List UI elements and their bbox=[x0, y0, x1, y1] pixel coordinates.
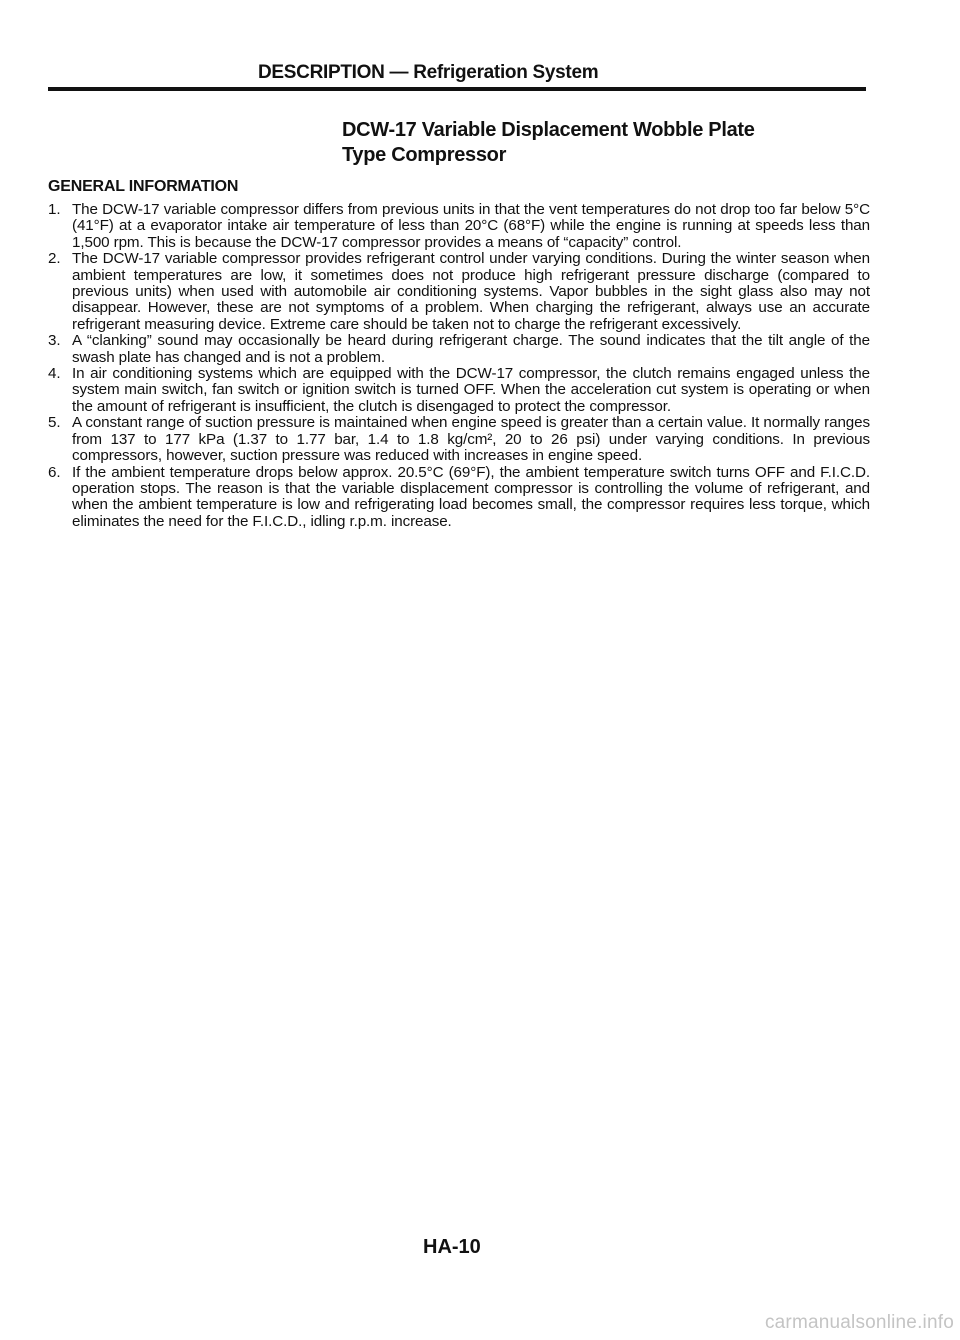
list-item-number: 4. bbox=[48, 365, 61, 383]
general-information-list bbox=[48, 202, 870, 530]
list-item bbox=[48, 366, 870, 415]
section-header-title: DESCRIPTION — Refrigeration System bbox=[258, 62, 599, 83]
list-item-text: The DCW-17 variable compressor differs from previous units in that the vent temperatures do not drop too far below 5°C (41°F) at a evaporator intake air temperature of less than 20°C (68°F) while the engine is running at speeds less than 1,500 rpm. This is because the DCW-17 compressor provides a means of “capacity” control. bbox=[72, 201, 870, 251]
list-item bbox=[48, 465, 870, 531]
page-title-line-1: DCW-17 Variable Displacement Wobble Plate bbox=[342, 119, 755, 141]
list-item-text: A “clanking” sound may occasionally be heard during refrigerant charge. The sound indicates that the tilt angle of the swash plate has changed and is not a problem. bbox=[72, 332, 870, 366]
watermark-text: carmanualsonline.info bbox=[764, 1312, 954, 1333]
list-item-text: In air conditioning systems which are equipped with the DCW-17 compressor, the clutch remains engaged unless the system main switch, fan switch or ignition switch is turned OFF. When the acceleration cut system is operating or when the amount of refrigerant is insufficient, the clutch is disengaged to protect the compressor. bbox=[72, 365, 870, 415]
header-rule bbox=[48, 87, 866, 91]
list-item-number: 5. bbox=[48, 414, 61, 432]
list-item-number: 3. bbox=[48, 332, 61, 350]
list-item-text: If the ambient temperature drops below approx. 20.5°C (69°F), the ambient temperature switch turns OFF and F.I.C.D. operation stops. The reason is that the variable displacement compressor is controlling the volume of refrigerant, and when the ambient temperature is low and refrigerating load becomes small, the compressor requires less torque, which eliminates the need for the F.I.C.D., idling r.p.m. increase. bbox=[72, 463, 870, 530]
list-item-number: 2. bbox=[48, 250, 61, 268]
list-item bbox=[48, 251, 870, 333]
list-item-text: A constant range of suction pressure is maintained when engine speed is greater than a certain value. It normally ranges from 137 to 177 kPa (1.37 to 1.77 bar, 1.4 to 1.8 kg/cm², 20 to 26 psi) under varying conditions. In previous compressors, however, suction pressure was reduced with increases in engine speed. bbox=[72, 414, 870, 465]
list-item bbox=[48, 333, 870, 366]
list-item-text: The DCW-17 variable compressor provides refrigerant control under varying conditions. During the winter season when ambient temperatures are low, it sometimes does not produce high refrigerant pressure discharge (compared to previous units) when used with automobile air conditioning systems. Vapor bubbles in the sight glass also may not disappear. However, these are not symptoms of a problem. When charging the refrigerant, always use an accurate refrigerant measuring device. Extreme care should be taken not to charge the refrigerant excessively. bbox=[72, 250, 870, 333]
list-item-number: 1. bbox=[48, 201, 61, 218]
page-number: HA-10 bbox=[423, 1236, 481, 1258]
general-information-heading: GENERAL INFORMATION bbox=[48, 178, 239, 195]
page-title bbox=[342, 118, 862, 168]
page-title-line-2: Type Compressor bbox=[342, 144, 507, 166]
list-item bbox=[48, 202, 870, 251]
list-item-number: 6. bbox=[48, 463, 61, 481]
list-item bbox=[48, 415, 870, 464]
